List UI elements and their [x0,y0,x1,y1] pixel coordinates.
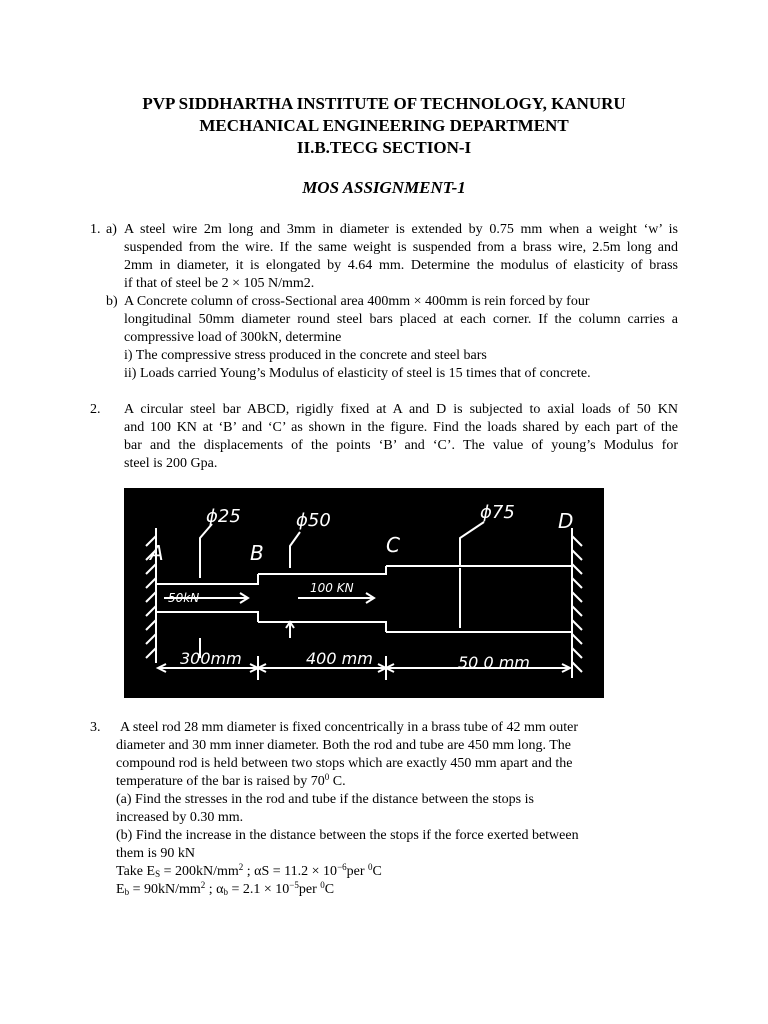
label-500mm: 50 0 mm [458,653,530,672]
section-bc [258,566,386,574]
q2-line-4: steel is 200 Gpa. [124,456,218,471]
q1b-line-2: longitudinal 50mm diameter round steel bars placed at each corner. If the column carries a [124,312,678,327]
label-400mm: 400 mm [306,649,373,668]
q2-line-2: and 100 KN at ‘B’ and ‘C’ as shown in the figure. Find the loads shared by each part of the [124,420,678,435]
q1b-line-3: compressive load of 300kN, determine [124,330,342,345]
q1-number: 1. [90,222,101,237]
q1a-line-2: suspended from the wire. If the same weight is suspended from a brass wire, 2.5m long and [124,240,678,255]
q3-line-4: temperature of the bar is raised by $70^0$ C. [116,772,346,789]
q1a-label: a) [106,222,117,237]
label-b: B [250,541,264,565]
label-300mm: 300mm [180,649,242,668]
label-d: D [558,509,574,533]
q2-line-3: bar and the displacements of the points ‘B’ and ‘C’. The value of young’s Modulus for [124,438,678,453]
q2-number: 2. [90,402,101,417]
q3-line-2: diameter and 30 mm inner diameter. Both the rod and tube are 450 mm long. The [116,738,572,753]
section-name: II.B.TECG SECTION-I [296,138,472,157]
department-name: MECHANICAL ENGINEERING DEPARTMENT [199,116,569,135]
label-50kn: 50kN [168,591,200,605]
q3-line-5: (a) Find the stresses in the rod and tube if the distance between the stops is [116,792,534,807]
q3-line-6: increased by 0.30 mm. [116,810,244,825]
q1b-label: b) [106,294,118,309]
label-c: C [386,533,400,557]
institute-name: PVP SIDDHARTHA INSTITUTE OF TECHNOLOGY, KANURU [142,94,626,113]
q3-number: 3. [90,720,101,735]
q3-line-8: them is 90 kN [116,846,195,861]
q3-brass-properties: $E_b = 90kN/mm^2$ ; $\alpha_b = 2.1 \times 10^{-5}per$ $^0$C [116,880,335,897]
q3-line-3: compound rod is held between two stops which are exactly 450 mm apart and the [116,756,573,771]
q2-line-1: A circular steel bar ABCD, rigidly fixed at A and D is subjected to axial loads of 50 KN [124,402,678,417]
section-ab [156,574,258,584]
q3-line-1: A steel rod 28 mm diameter is fixed concentrically in a brass tube of 42 mm outer [120,720,578,735]
q1a-line-3: 2mm in diameter, it is elongated by 4.64 mm. Determine the modulus of elasticity of brass [124,258,678,273]
q1a-line-4: if that of steel be 2 × 105 N/mm2. [124,276,315,291]
q3-line-7: (b) Find the increase in the distance between the stops if the force exerted between [116,828,579,843]
q3-steel-properties: Take $E_S = 200kN/mm^2$ ; $\alpha S = 11.2 \times 10^{-6}per$ $^0$C [116,862,382,879]
q1b-line-1: A Concrete column of cross-Sectional area 400mm × 400mm is rein forced by four [124,294,590,309]
q1b-line-4: i) The compressive stress produced in the concrete and steel bars [124,348,487,363]
label-a: A [150,541,164,565]
stepped-bar-figure [124,488,604,698]
label-phi50: ϕ50 [296,510,331,531]
stepped-bar-drawing [124,488,604,698]
q1a-line-1: A steel wire 2m long and 3mm in diameter is extended by 0.75 mm when a weight ‘w’ is [124,222,678,237]
assignment-title: MOS ASSIGNMENT-1 [302,178,466,197]
label-phi25: ϕ25 [206,506,241,527]
label-phi75: ϕ75 [480,502,515,523]
label-100kn: 100 KN [310,581,354,595]
q1b-line-5: ii) Loads carried Young’s Modulus of elasticity of steel is 15 times that of concrete. [124,366,591,381]
